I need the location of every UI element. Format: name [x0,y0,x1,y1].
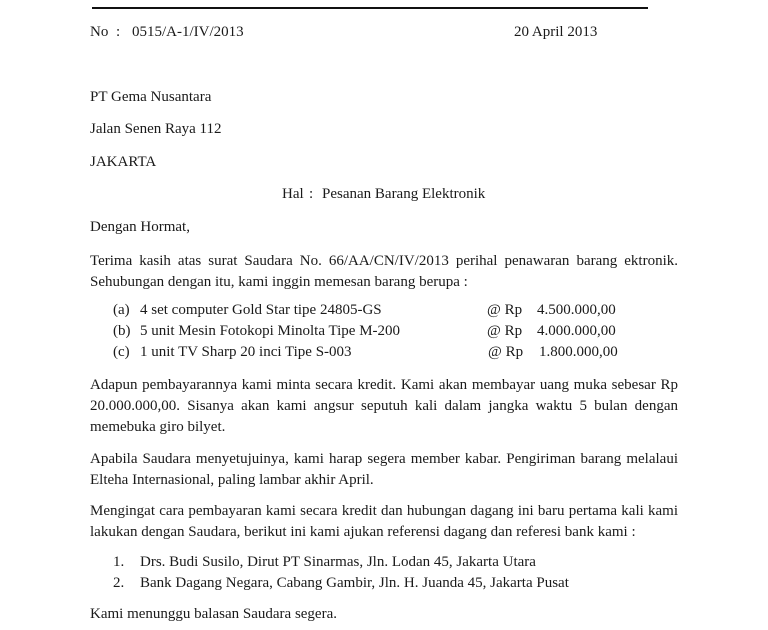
recipient-street: Jalan Senen Raya 112 [90,121,222,137]
order-item-at-label: @ Rp [487,323,523,339]
reference-marker: 1. [113,554,125,570]
order-item-price: 4.000.000,00 [537,323,616,339]
reference-text: Drs. Budi Susilo, Dirut PT Sinarmas, Jln. Lodan 45, Jakarta Utara [140,554,536,570]
closing-line: Kami menunggu balasan Saudara segera. [90,606,337,622]
payment-line-1: Adapun pembayarannya kami minta secara kredit. Kami akan membayar uang muka sebesar Rp [90,377,678,393]
order-item-description: 4 set computer Gold Star tipe 24805-GS [140,302,382,318]
recipient-name: PT Gema Nusantara [90,89,212,105]
letter-number: 0515/A-1/IV/2013 [132,24,244,40]
intro-paragraph [90,251,678,293]
subject-text: Pesanan Barang Elektronik [322,186,486,202]
order-item-at-label: @ Rp [488,344,524,360]
order-item-description: 1 unit TV Sharp 20 inci Tipe S-003 [140,344,352,360]
top-rule [92,7,648,9]
order-item-marker: (a) [113,302,130,318]
reference-marker: 2. [113,575,125,591]
intro-line-1: Terima kasih atas surat Saudara No. 66/AA/CN/IV/2013 perihal penawaran barang ektronik. [90,253,678,269]
order-item-at-label: @ Rp [487,302,523,318]
order-item-description: 5 unit Mesin Fotokopi Minolta Tipe M-200 [140,323,401,339]
shipping-paragraph [90,449,678,491]
shipping-line-1: Apabila Saudara menyetujuinya, kami harap segera member kabar. Pengiriman barang melalaui [90,451,678,467]
references-intro-paragraph [90,501,678,543]
order-item-marker: (b) [113,323,131,339]
letter-number-label: No [90,24,109,40]
reference-text: Bank Dagang Negara, Cabang Gambir, Jln. H. Juanda 45, Jakarta Pusat [140,575,569,591]
payment-paragraph [90,375,678,438]
references-intro-line-2: lakukan dengan Saudara, berikut ini kami ajukan referensi dagang dan referesi bank kami : [90,524,636,540]
intro-line-2: Sehubungan dengan itu, kami inggin memesan barang berupa : [90,274,468,290]
order-item-price: 1.800.000,00 [539,344,618,360]
letter-number-separator: : [116,24,121,40]
letter-date: 20 April 2013 [514,24,598,40]
salutation: Dengan Hormat, [90,219,190,235]
order-item-marker: (c) [113,344,130,360]
payment-line-2: 20.000.000,00. Sisanya akan kami angsur seputuh kali dalam jangka waktu 5 bulan dengan [90,398,678,414]
order-item-price: 4.500.000,00 [537,302,616,318]
shipping-line-2: Elteha Internasional, paling lambar akhir April. [90,472,374,488]
recipient-city: JAKARTA [90,154,157,170]
payment-line-3: memebuka giro bilyet. [90,419,226,435]
subject-label: Hal [282,186,304,202]
references-intro-line-1: Mengingat cara pembayaran kami secara kredit dan hubungan dagang ini baru pertama kali kami [90,503,678,519]
subject-separator: : [309,186,314,202]
